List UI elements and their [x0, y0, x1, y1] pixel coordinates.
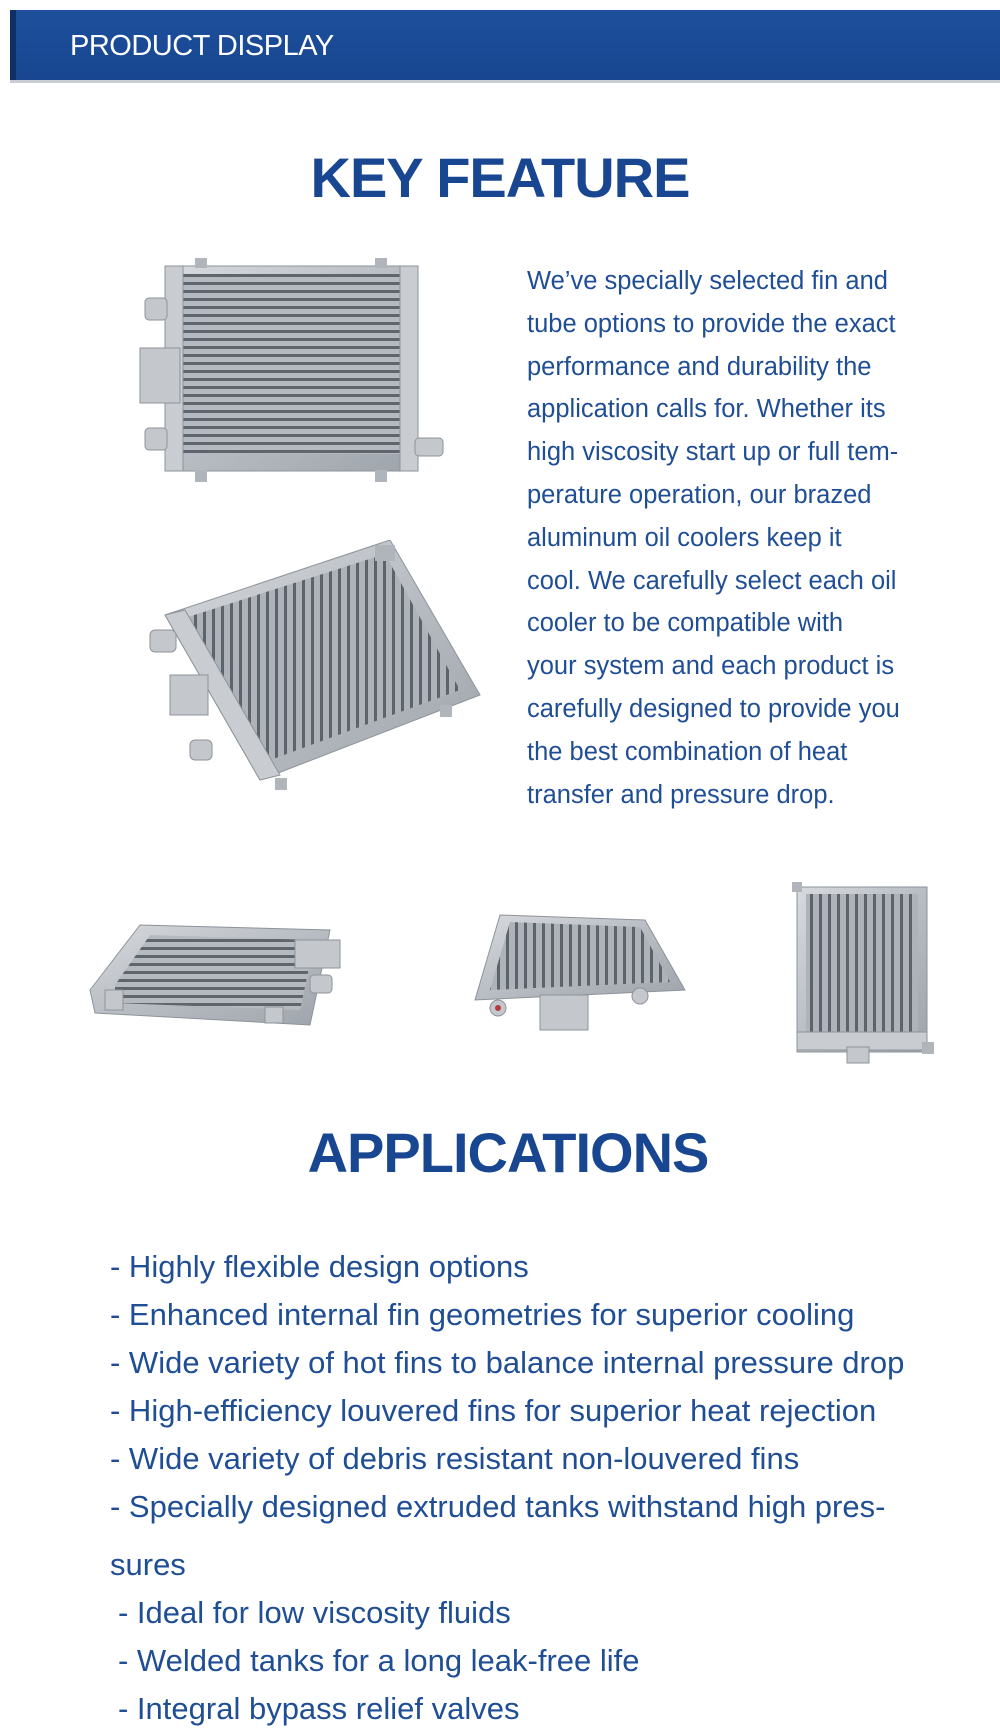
list-item: - Welded tanks for a long leak-free life	[118, 1643, 640, 1678]
list-item: - Wide variety of hot fins to balance internal pressure drop	[110, 1345, 905, 1380]
list-item: sures	[110, 1547, 186, 1582]
oil-cooler-photo-top	[470, 910, 690, 1035]
list-item: - Wide variety of debris resistant non-louvered fins	[110, 1441, 800, 1476]
feature-line: carefully designed to provide you	[527, 694, 900, 723]
feature-line: transfer and pressure drop.	[527, 780, 835, 809]
banner-accent-bar	[10, 10, 16, 80]
feature-line: We’ve specially selected fin and	[527, 267, 888, 295]
feature-line: your system and each product is	[527, 652, 895, 681]
list-item: - Specially designed extruded tanks withstand high pres-	[110, 1489, 886, 1524]
applications-heading: APPLICATIONS	[307, 1121, 709, 1184]
oil-cooler-photo-angled	[140, 540, 500, 810]
feature-line: the best combination of heat	[527, 737, 848, 766]
list-item: - Enhanced internal fin geometries for superior cooling	[110, 1297, 855, 1332]
header-banner	[10, 10, 1000, 83]
oil-cooler-photo-front	[135, 258, 455, 498]
feature-line: application calls for. Whether its	[527, 395, 886, 424]
feature-line: high viscosity start up or full tem-	[527, 438, 899, 467]
feature-line: tube options to provide the exact	[527, 309, 896, 338]
key-feature-description	[527, 260, 947, 816]
oil-cooler-photo-side	[85, 915, 365, 1035]
key-feature-heading: KEY FEATURE	[310, 146, 690, 209]
feature-line: cooler to be compatible with	[527, 609, 844, 638]
feature-line: aluminum oil coolers keep it	[527, 523, 842, 552]
applications-list	[110, 1243, 930, 1733]
list-item: - Ideal for low viscosity fluids	[118, 1595, 511, 1630]
feature-line: cool. We carefully select each oil	[527, 566, 897, 595]
banner-title: PRODUCT DISPLAY	[70, 30, 334, 62]
feature-line: performance and durability the	[527, 352, 872, 381]
feature-line: perature operation, our brazed	[527, 480, 872, 509]
list-item: - Integral bypass relief valves	[118, 1691, 520, 1726]
list-item: - Highly flexible design options	[110, 1249, 529, 1284]
list-item: - High-efficiency louvered fins for superior heat rejection	[110, 1393, 877, 1428]
oil-cooler-photo-upright	[792, 882, 942, 1067]
